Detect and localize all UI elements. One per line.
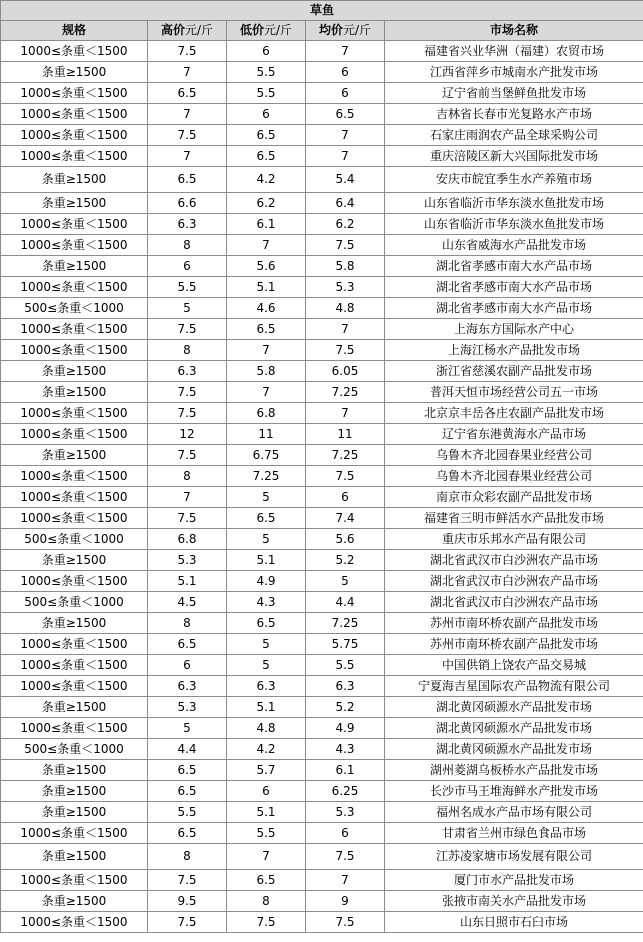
cell-low-price: 5 <box>227 487 306 508</box>
cell-high-price: 6.5 <box>148 781 227 802</box>
cell-low-price: 6.5 <box>227 319 306 340</box>
cell-market-name: 湖北黄冈硕源水产品批发市场 <box>385 697 643 718</box>
table-row <box>1 844 643 870</box>
col-spec-label: 规格 <box>61 23 86 37</box>
cell-market-name: 湖北省武汉市白沙洲农产品市场 <box>385 550 643 571</box>
cell-high-price: 7.5 <box>148 41 227 62</box>
cell-high-price: 5.5 <box>148 277 227 298</box>
table-row <box>1 445 643 466</box>
cell-spec: 条重≥1500 <box>1 382 148 403</box>
table-body <box>1 41 643 933</box>
cell-market-name: 福建省三明市鲜活水产品批发市场 <box>385 508 643 529</box>
cell-high-price: 7.5 <box>148 125 227 146</box>
cell-high-price: 6 <box>148 256 227 277</box>
cell-high-price: 12 <box>148 424 227 445</box>
cell-high-price: 6.5 <box>148 83 227 104</box>
cell-market-name: 福州名成水产品市场有限公司 <box>385 802 643 823</box>
table-row <box>1 298 643 319</box>
cell-high-price: 8 <box>148 613 227 634</box>
cell-low-price: 8 <box>227 891 306 912</box>
cell-spec: 500≤条重＜1000 <box>1 739 148 760</box>
cell-market-name: 湖北省武汉市白沙洲农产品市场 <box>385 592 643 613</box>
cell-high-price: 7.5 <box>148 382 227 403</box>
cell-low-price: 6.75 <box>227 445 306 466</box>
table-row <box>1 214 643 235</box>
table-row <box>1 382 643 403</box>
cell-spec: 条重≥1500 <box>1 891 148 912</box>
cell-market-name: 厦门市水产品批发市场 <box>385 870 643 891</box>
cell-avg-price: 6 <box>306 83 385 104</box>
cell-market-name: 湖北黄冈硕源水产品批发市场 <box>385 718 643 739</box>
cell-low-price: 6 <box>227 104 306 125</box>
table-row <box>1 193 643 214</box>
cell-market-name: 重庆市乐邦水产品有限公司 <box>385 529 643 550</box>
cell-low-price: 5.5 <box>227 83 306 104</box>
cell-high-price: 7.5 <box>148 445 227 466</box>
col-low-label: 低价 <box>239 23 264 37</box>
cell-spec: 条重≥1500 <box>1 760 148 781</box>
cell-market-name: 吉林省长春市光复路水产市场 <box>385 104 643 125</box>
cell-high-price: 8 <box>148 340 227 361</box>
table-row <box>1 508 643 529</box>
cell-high-price: 6 <box>148 655 227 676</box>
table-row <box>1 592 643 613</box>
table-row <box>1 235 643 256</box>
cell-avg-price: 6.3 <box>306 676 385 697</box>
cell-spec: 1000≤条重＜1500 <box>1 104 148 125</box>
cell-spec: 1000≤条重＜1500 <box>1 466 148 487</box>
col-market-header <box>385 21 643 41</box>
cell-high-price: 8 <box>148 466 227 487</box>
table-row <box>1 781 643 802</box>
cell-market-name: 乌鲁木齐北园春果业经营公司 <box>385 445 643 466</box>
table-row <box>1 256 643 277</box>
table-row <box>1 655 643 676</box>
cell-market-name: 山东省威海水产品批发市场 <box>385 235 643 256</box>
cell-high-price: 5.3 <box>148 697 227 718</box>
cell-avg-price: 7.25 <box>306 613 385 634</box>
cell-spec: 条重≥1500 <box>1 844 148 870</box>
table-row <box>1 529 643 550</box>
cell-low-price: 5 <box>227 634 306 655</box>
cell-low-price: 4.8 <box>227 718 306 739</box>
table-row <box>1 760 643 781</box>
cell-spec: 1000≤条重＜1500 <box>1 319 148 340</box>
cell-market-name: 苏州市南环桥农副产品批发市场 <box>385 634 643 655</box>
col-low-unit: 元/斤 <box>263 23 293 37</box>
cell-spec: 条重≥1500 <box>1 802 148 823</box>
cell-avg-price: 5.2 <box>306 550 385 571</box>
cell-market-name: 湖北黄冈硕源水产品批发市场 <box>385 739 643 760</box>
cell-spec: 1000≤条重＜1500 <box>1 277 148 298</box>
cell-avg-price: 4.9 <box>306 718 385 739</box>
cell-market-name: 宁夏海吉星国际农产品物流有限公司 <box>385 676 643 697</box>
cell-low-price: 5 <box>227 529 306 550</box>
cell-avg-price: 4.4 <box>306 592 385 613</box>
cell-low-price: 6.5 <box>227 613 306 634</box>
cell-spec: 条重≥1500 <box>1 697 148 718</box>
cell-spec: 1000≤条重＜1500 <box>1 340 148 361</box>
cell-market-name: 湖北省武汉市白沙洲农产品市场 <box>385 571 643 592</box>
cell-avg-price: 6.1 <box>306 760 385 781</box>
cell-high-price: 7.5 <box>148 403 227 424</box>
table-row <box>1 550 643 571</box>
cell-market-name: 湖州菱湖乌板桥水产品批发市场 <box>385 760 643 781</box>
cell-avg-price: 7.5 <box>306 844 385 870</box>
cell-low-price: 6.5 <box>227 146 306 167</box>
cell-high-price: 8 <box>148 844 227 870</box>
cell-market-name: 普洱天恒市场经营公司五一市场 <box>385 382 643 403</box>
cell-market-name: 中国供销上饶农产品交易城 <box>385 655 643 676</box>
table-row <box>1 424 643 445</box>
cell-avg-price: 4.8 <box>306 298 385 319</box>
cell-low-price: 4.6 <box>227 298 306 319</box>
cell-spec: 1000≤条重＜1500 <box>1 870 148 891</box>
cell-avg-price: 7.5 <box>306 340 385 361</box>
col-low-header <box>227 21 306 41</box>
col-avg-label: 均价 <box>318 23 343 37</box>
cell-avg-price: 9 <box>306 891 385 912</box>
cell-market-name: 上海东方国际水产中心 <box>385 319 643 340</box>
cell-spec: 1000≤条重＜1500 <box>1 508 148 529</box>
table-row <box>1 319 643 340</box>
cell-market-name: 山东省临沂市华东淡水鱼批发市场 <box>385 193 643 214</box>
cell-avg-price: 6 <box>306 487 385 508</box>
cell-high-price: 7.5 <box>148 319 227 340</box>
cell-market-name: 辽宁省前当堡鲜鱼批发市场 <box>385 83 643 104</box>
cell-avg-price: 6.2 <box>306 214 385 235</box>
cell-avg-price: 7.5 <box>306 235 385 256</box>
table-row <box>1 739 643 760</box>
table-row <box>1 466 643 487</box>
table-row <box>1 802 643 823</box>
cell-spec: 条重≥1500 <box>1 361 148 382</box>
cell-high-price: 7.5 <box>148 870 227 891</box>
cell-low-price: 5.5 <box>227 62 306 83</box>
cell-avg-price: 7 <box>306 870 385 891</box>
table-row <box>1 41 643 62</box>
cell-avg-price: 11 <box>306 424 385 445</box>
header-row <box>1 21 643 41</box>
table-row <box>1 891 643 912</box>
cell-market-name: 湖北省孝感市南大水产品市场 <box>385 256 643 277</box>
cell-high-price: 5.5 <box>148 802 227 823</box>
cell-market-name: 张掖市南关水产品批发市场 <box>385 891 643 912</box>
table-row <box>1 104 643 125</box>
cell-market-name: 苏州市南环桥农副产品批发市场 <box>385 613 643 634</box>
cell-avg-price: 6 <box>306 62 385 83</box>
cell-market-name: 重庆涪陵区新大兴国际批发市场 <box>385 146 643 167</box>
cell-avg-price: 5.3 <box>306 277 385 298</box>
cell-low-price: 5.1 <box>227 697 306 718</box>
cell-spec: 1000≤条重＜1500 <box>1 823 148 844</box>
cell-spec: 1000≤条重＜1500 <box>1 125 148 146</box>
cell-spec: 条重≥1500 <box>1 445 148 466</box>
cell-low-price: 7 <box>227 382 306 403</box>
cell-high-price: 5 <box>148 298 227 319</box>
cell-high-price: 7.5 <box>148 508 227 529</box>
cell-high-price: 7.5 <box>148 912 227 933</box>
table-row <box>1 340 643 361</box>
cell-high-price: 6.5 <box>148 823 227 844</box>
cell-avg-price: 5 <box>306 571 385 592</box>
cell-spec: 条重≥1500 <box>1 550 148 571</box>
cell-avg-price: 7 <box>306 146 385 167</box>
cell-avg-price: 6.5 <box>306 104 385 125</box>
cell-market-name: 浙江省慈溪农副产品批发市场 <box>385 361 643 382</box>
cell-high-price: 6.5 <box>148 167 227 193</box>
cell-high-price: 6.3 <box>148 214 227 235</box>
cell-high-price: 6.6 <box>148 193 227 214</box>
cell-market-name: 江西省萍乡市城南水产批发市场 <box>385 62 643 83</box>
col-market-label: 市场名称 <box>490 23 539 37</box>
cell-high-price: 6.3 <box>148 676 227 697</box>
cell-market-name: 南京市众彩农副产品批发市场 <box>385 487 643 508</box>
cell-spec: 500≤条重＜1000 <box>1 298 148 319</box>
cell-low-price: 5.1 <box>227 802 306 823</box>
cell-low-price: 6.2 <box>227 193 306 214</box>
cell-spec: 1000≤条重＜1500 <box>1 235 148 256</box>
table-row <box>1 912 643 933</box>
cell-market-name: 山东省临沂市华东淡水鱼批发市场 <box>385 214 643 235</box>
cell-market-name: 乌鲁木齐北园春果业经营公司 <box>385 466 643 487</box>
cell-avg-price: 5.8 <box>306 256 385 277</box>
table-row <box>1 167 643 193</box>
cell-market-name: 江苏凌家塘市场发展有限公司 <box>385 844 643 870</box>
cell-high-price: 6.3 <box>148 361 227 382</box>
cell-low-price: 11 <box>227 424 306 445</box>
cell-spec: 1000≤条重＜1500 <box>1 655 148 676</box>
cell-spec: 1000≤条重＜1500 <box>1 487 148 508</box>
table-row <box>1 403 643 424</box>
table-row <box>1 718 643 739</box>
cell-spec: 条重≥1500 <box>1 167 148 193</box>
col-high-unit: 元/斤 <box>184 23 214 37</box>
cell-market-name: 安庆市皖宜季生水产养殖市场 <box>385 167 643 193</box>
table-row <box>1 146 643 167</box>
cell-avg-price: 6.4 <box>306 193 385 214</box>
cell-high-price: 4.4 <box>148 739 227 760</box>
cell-low-price: 4.2 <box>227 167 306 193</box>
cell-low-price: 7.5 <box>227 912 306 933</box>
cell-spec: 1000≤条重＜1500 <box>1 571 148 592</box>
cell-spec: 1000≤条重＜1500 <box>1 676 148 697</box>
table-row <box>1 277 643 298</box>
table-row <box>1 361 643 382</box>
cell-spec: 1000≤条重＜1500 <box>1 403 148 424</box>
cell-low-price: 7 <box>227 340 306 361</box>
cell-avg-price: 7 <box>306 125 385 146</box>
cell-avg-price: 4.3 <box>306 739 385 760</box>
cell-low-price: 5.1 <box>227 277 306 298</box>
cell-avg-price: 5.6 <box>306 529 385 550</box>
table-row <box>1 62 643 83</box>
cell-avg-price: 7 <box>306 41 385 62</box>
cell-low-price: 6 <box>227 41 306 62</box>
table-row <box>1 870 643 891</box>
col-avg-unit: 元/斤 <box>342 23 372 37</box>
cell-low-price: 5.8 <box>227 361 306 382</box>
cell-high-price: 8 <box>148 235 227 256</box>
table-row <box>1 571 643 592</box>
cell-high-price: 7 <box>148 62 227 83</box>
cell-low-price: 6.5 <box>227 508 306 529</box>
cell-low-price: 5 <box>227 655 306 676</box>
cell-market-name: 甘肃省兰州市绿色食品市场 <box>385 823 643 844</box>
cell-spec: 1000≤条重＜1500 <box>1 146 148 167</box>
cell-low-price: 5.5 <box>227 823 306 844</box>
cell-avg-price: 5.5 <box>306 655 385 676</box>
cell-high-price: 5.3 <box>148 550 227 571</box>
col-high-header <box>148 21 227 41</box>
cell-market-name: 辽宁省东港黄海水产品市场 <box>385 424 643 445</box>
cell-high-price: 7 <box>148 146 227 167</box>
cell-avg-price: 7.25 <box>306 382 385 403</box>
cell-low-price: 7.25 <box>227 466 306 487</box>
table-row <box>1 823 643 844</box>
cell-spec: 条重≥1500 <box>1 781 148 802</box>
cell-spec: 条重≥1500 <box>1 256 148 277</box>
cell-low-price: 6.1 <box>227 214 306 235</box>
cell-spec: 条重≥1500 <box>1 62 148 83</box>
cell-spec: 条重≥1500 <box>1 193 148 214</box>
cell-low-price: 4.3 <box>227 592 306 613</box>
cell-low-price: 7 <box>227 844 306 870</box>
cell-avg-price: 5.75 <box>306 634 385 655</box>
cell-high-price: 4.5 <box>148 592 227 613</box>
cell-spec: 1000≤条重＜1500 <box>1 41 148 62</box>
cell-spec: 1000≤条重＜1500 <box>1 718 148 739</box>
table-row <box>1 487 643 508</box>
cell-market-name: 山东日照市石臼市场 <box>385 912 643 933</box>
cell-avg-price: 7.25 <box>306 445 385 466</box>
table-row <box>1 125 643 146</box>
cell-spec: 500≤条重＜1000 <box>1 529 148 550</box>
cell-spec: 500≤条重＜1000 <box>1 592 148 613</box>
cell-market-name: 石家庄雨润农产品全球采购公司 <box>385 125 643 146</box>
cell-spec: 条重≥1500 <box>1 613 148 634</box>
cell-low-price: 4.2 <box>227 739 306 760</box>
cell-market-name: 长沙市马王堆海鲜水产批发市场 <box>385 781 643 802</box>
cell-low-price: 4.9 <box>227 571 306 592</box>
cell-high-price: 9.5 <box>148 891 227 912</box>
cell-low-price: 5.6 <box>227 256 306 277</box>
cell-low-price: 5.7 <box>227 760 306 781</box>
cell-avg-price: 7 <box>306 403 385 424</box>
table-row <box>1 676 643 697</box>
cell-avg-price: 6.05 <box>306 361 385 382</box>
cell-spec: 1000≤条重＜1500 <box>1 634 148 655</box>
cell-high-price: 7 <box>148 104 227 125</box>
col-avg-header <box>306 21 385 41</box>
cell-high-price: 6.5 <box>148 760 227 781</box>
cell-avg-price: 5.3 <box>306 802 385 823</box>
cell-avg-price: 7 <box>306 319 385 340</box>
cell-high-price: 6.8 <box>148 529 227 550</box>
cell-avg-price: 7.4 <box>306 508 385 529</box>
cell-high-price: 6.5 <box>148 634 227 655</box>
cell-avg-price: 7.5 <box>306 912 385 933</box>
cell-avg-price: 7.5 <box>306 466 385 487</box>
cell-market-name: 北京京丰岳各庄农副产品批发市场 <box>385 403 643 424</box>
cell-low-price: 6.5 <box>227 870 306 891</box>
cell-avg-price: 5.2 <box>306 697 385 718</box>
cell-market-name: 湖北省孝感市南大水产品市场 <box>385 298 643 319</box>
cell-low-price: 6 <box>227 781 306 802</box>
cell-high-price: 5.1 <box>148 571 227 592</box>
cell-low-price: 5.1 <box>227 550 306 571</box>
cell-avg-price: 6 <box>306 823 385 844</box>
cell-market-name: 福建省兴业华洲（福建）农贸市场 <box>385 41 643 62</box>
table-row <box>1 613 643 634</box>
cell-high-price: 7 <box>148 487 227 508</box>
table-row <box>1 697 643 718</box>
table-row <box>1 634 643 655</box>
cell-avg-price: 5.4 <box>306 167 385 193</box>
cell-low-price: 6.5 <box>227 125 306 146</box>
table-row <box>1 83 643 104</box>
cell-high-price: 5 <box>148 718 227 739</box>
cell-avg-price: 6.25 <box>306 781 385 802</box>
col-high-label: 高价 <box>160 23 185 37</box>
cell-market-name: 上海江杨水产品批发市场 <box>385 340 643 361</box>
cell-low-price: 6.8 <box>227 403 306 424</box>
cell-spec: 1000≤条重＜1500 <box>1 83 148 104</box>
col-spec-header <box>1 21 148 41</box>
cell-low-price: 7 <box>227 235 306 256</box>
cell-spec: 1000≤条重＜1500 <box>1 214 148 235</box>
cell-spec: 1000≤条重＜1500 <box>1 912 148 933</box>
cell-spec: 1000≤条重＜1500 <box>1 424 148 445</box>
cell-low-price: 6.3 <box>227 676 306 697</box>
cell-market-name: 湖北省孝感市南大水产品市场 <box>385 277 643 298</box>
table-title: 草鱼 <box>1 1 643 21</box>
